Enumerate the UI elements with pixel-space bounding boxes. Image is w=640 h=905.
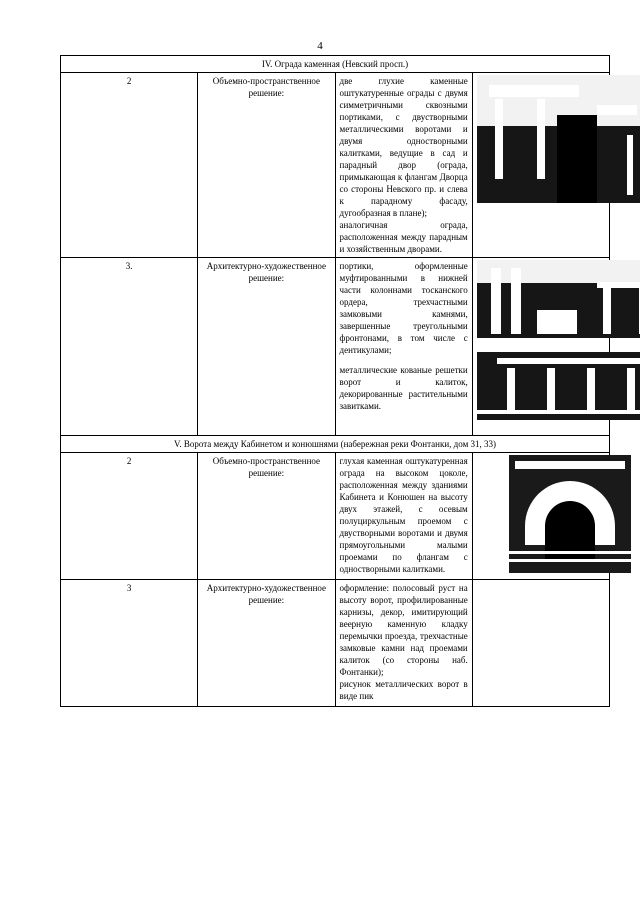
section-header-row — [61, 56, 610, 73]
description-part: металлические кованые решетки ворот и калиток, декорированные растительными завитками. — [339, 365, 468, 411]
section-title: V. Ворота между Кабинетом и конюшнями (набережная реки Фонтанки, дом 31, 33) — [61, 436, 610, 453]
photo-cell — [472, 453, 609, 580]
description-part: две глухие каменные оштукатуренные ограды с двумя симметричными сквозными портиками, с двустворными металлическими воротами и двумя одностворными калитками, ведущие в сад и парадный двор (ограда, примыкающая к флангам Дворца со стороны Невского пр. и слева к парадному фасаду, дугообразная в плане); — [339, 76, 468, 218]
row-number: 2 — [61, 73, 198, 258]
portico-columns-photo — [477, 260, 640, 338]
description-part: глухая каменная оштукатуренная ограда на высоком цоколе, расположенная между зданиями Кабинета и Конюшен на высоту двух этажей, с осевым полуциркульным проемом с двустворными воротами и двумя прямоугольными малыми проемами по флангам с одностворными калитками. — [339, 456, 468, 574]
photo-cell — [472, 73, 609, 258]
row-label: Архитектурно-художественное решение: — [198, 580, 335, 707]
section-title: IV. Ограда каменная (Невский просп.) — [61, 56, 610, 73]
table-row — [61, 453, 610, 580]
description-part: портики, оформленные муфтированными в нижней части колоннами тосканского ордера, трехчастными замковыми камнями, завершенные треугольными фронтонами, в том числе с дентикулами; — [339, 261, 468, 355]
fence-portico-photo — [477, 75, 640, 203]
table-row — [61, 580, 610, 707]
description-part: оформление: полосовый руст на высоту ворот, профилированные карнизы, декор, имитирующий веерную каменную кладку перемычки проезда, трехчастные замковые камни над проемами калиток (со стороны наб. Фонтанки); — [339, 583, 468, 677]
row-description — [335, 73, 472, 258]
row-number: 3. — [61, 258, 198, 436]
photo-cell — [472, 258, 609, 436]
row-number: 3 — [61, 580, 198, 707]
row-description — [335, 453, 472, 580]
table-row — [61, 258, 610, 436]
description-part: аналогичная ограда, расположенная между парадным и хозяйственным дворами. — [339, 220, 468, 254]
row-description — [335, 258, 472, 436]
row-description — [335, 580, 472, 707]
page-number: 4 — [317, 40, 323, 52]
heritage-table — [60, 55, 610, 707]
row-number: 2 — [61, 453, 198, 580]
row-label: Объемно-пространственное решение: — [198, 453, 335, 580]
photo-cell-empty — [472, 580, 609, 707]
arched-gate-photo — [509, 455, 631, 573]
description-part: рисунок металлических ворот в виде пик — [339, 679, 468, 701]
row-label: Архитектурно-художественное решение: — [198, 258, 335, 436]
iron-gates-photo — [477, 352, 640, 420]
section-header-row — [61, 436, 610, 453]
table-row — [61, 73, 610, 258]
row-label: Объемно-пространственное решение: — [198, 73, 335, 258]
